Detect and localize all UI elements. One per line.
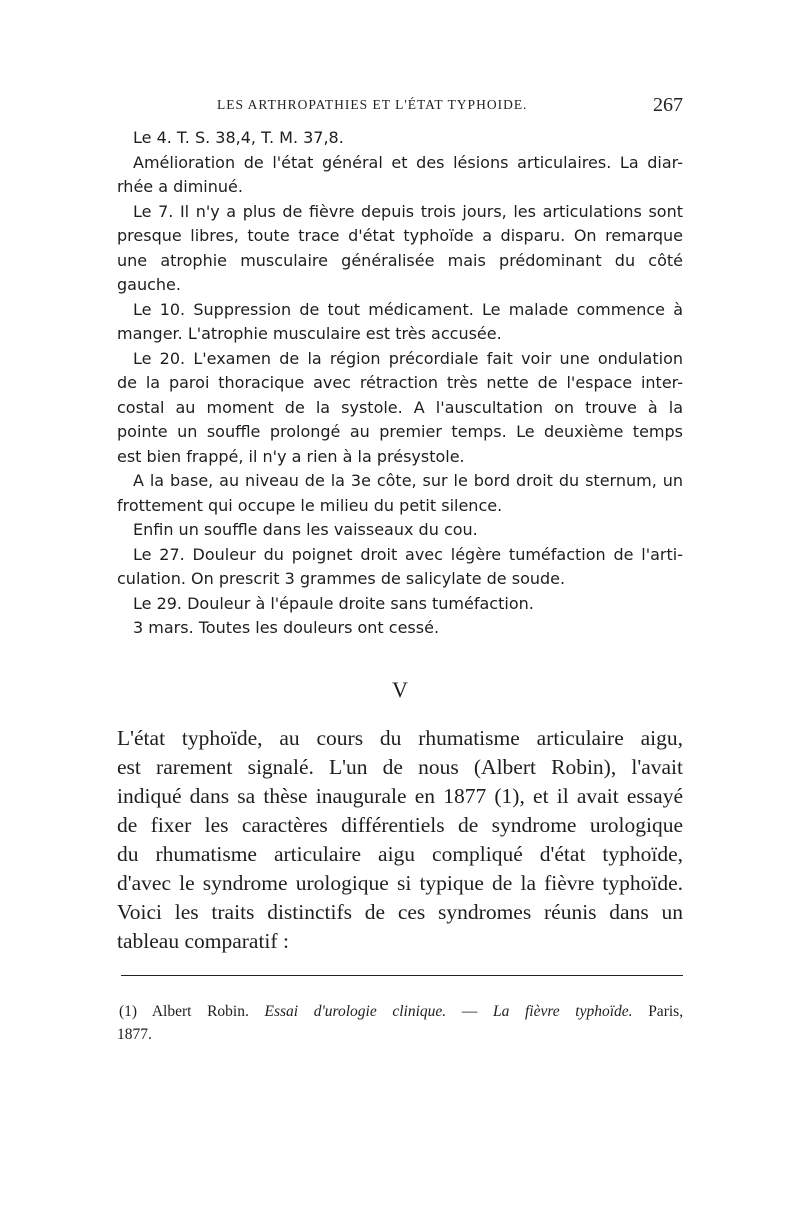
text-line: indiqué dans sa thèse inaugurale en 1877 (1), et il avait essayé [117, 784, 683, 808]
footnote [117, 1000, 683, 1046]
observation-entry [117, 592, 683, 617]
observation-entry [117, 469, 683, 518]
footnote-title-1: Essai d'urologie clinique. [264, 1003, 447, 1020]
text-line: frottement qui occupe le milieu du petit silence. [117, 495, 503, 515]
text-line: culation. On prescrit 3 grammes de salicylate de soude. [117, 569, 566, 588]
footnote-marker: (1) [119, 1003, 138, 1020]
text-line: Le 29. Douleur à l'épaule droite sans tuméfaction. [133, 593, 534, 613]
section-numeral: V [392, 677, 408, 702]
text-line: Le 4. T. S. 38,4, T. M. 37,8. [133, 128, 344, 147]
text-line: rhée a diminué. [117, 177, 243, 196]
running-title: LES ARTHROPATHIES ET L'ÉTAT TYPHOIDE. [217, 97, 528, 112]
footnote-dash: — [461, 1003, 478, 1020]
footnote-year: 1877. [117, 1026, 152, 1043]
clinical-observations [117, 126, 683, 641]
text-line: Le 10. Suppression de tout médicament. Le malade commence à [133, 299, 683, 319]
observation-entry [117, 543, 683, 592]
text-line: Le 7. Il n'y a plus de fièvre depuis trois jours, les articulations sont [133, 201, 683, 221]
running-head [117, 94, 683, 120]
text-line: tableau comparatif : [117, 929, 289, 953]
text-line: est rarement signalé. L'un de nous (Albert Robin), l'avait [117, 755, 683, 779]
text-line: pointe un souffle prolongé au premier temps. Le deuxième temps [117, 422, 683, 441]
footnote-author: Albert Robin. [151, 1003, 249, 1020]
text-line: Le 27. Douleur du poignet droit avec légère tuméfaction de l'arti- [133, 544, 683, 564]
text-line: gauche. [117, 275, 181, 294]
footnote-rule [121, 975, 683, 976]
observation-entry [117, 347, 683, 470]
text-line: presque libres, toute trace d'état typhoïde a disparu. On remarque [117, 226, 683, 245]
footnote-line [117, 1023, 683, 1046]
text-line: de fixer les caractères différentiels de syndrome urologique [117, 813, 683, 837]
text-line: Enfin un souffle dans les vaisseaux du cou. [133, 520, 478, 539]
text-line: du rhumatisme articulaire aigu compliqué d'état typhoïde, [117, 842, 683, 866]
text-line: est bien frappé, il n'y a rien à la présystole. [117, 446, 465, 466]
text-line: 3 mars. Toutes les douleurs ont cessé. [133, 618, 440, 637]
observation-entry [117, 200, 683, 298]
text-line: Le 20. L'examen de la région précordiale fait voir une ondulation [133, 348, 683, 368]
text-line: d'avec le syndrome urologique si typique de la fièvre typhoïde. [117, 871, 683, 895]
text-line: L'état typhoïde, au cours du rhumatisme articulaire aigu, [117, 726, 683, 750]
text-line: A la base, au niveau de la 3e côte, sur le bord droit du sternum, un [133, 471, 683, 490]
observation-entry [117, 126, 683, 151]
text-line: Voici les traits distinctifs de ces syndromes réunis dans un [117, 900, 683, 924]
observation-entry [117, 616, 683, 641]
footnote-place: Paris, [648, 1003, 684, 1020]
observation-entry [117, 151, 683, 200]
text-line: Amélioration de l'état général et des lésions articulaires. La diar- [133, 152, 683, 172]
text-line: costal au moment de la systole. A l'auscultation on trouve à la [117, 397, 683, 417]
page-number: 267 [653, 94, 683, 116]
text-line: de la paroi thoracique avec rétraction très nette de l'espace inter- [117, 373, 683, 392]
observation-entry [117, 518, 683, 543]
section-paragraph [117, 724, 683, 956]
text-line: manger. L'atrophie musculaire est très accusée. [117, 324, 502, 343]
footnote-title-2: La fièvre typhoïde. [492, 1003, 633, 1020]
footnote-line [117, 1000, 683, 1023]
text-line: une atrophie musculaire généralisée mais prédominant du côté [117, 250, 683, 270]
observation-entry [117, 298, 683, 347]
